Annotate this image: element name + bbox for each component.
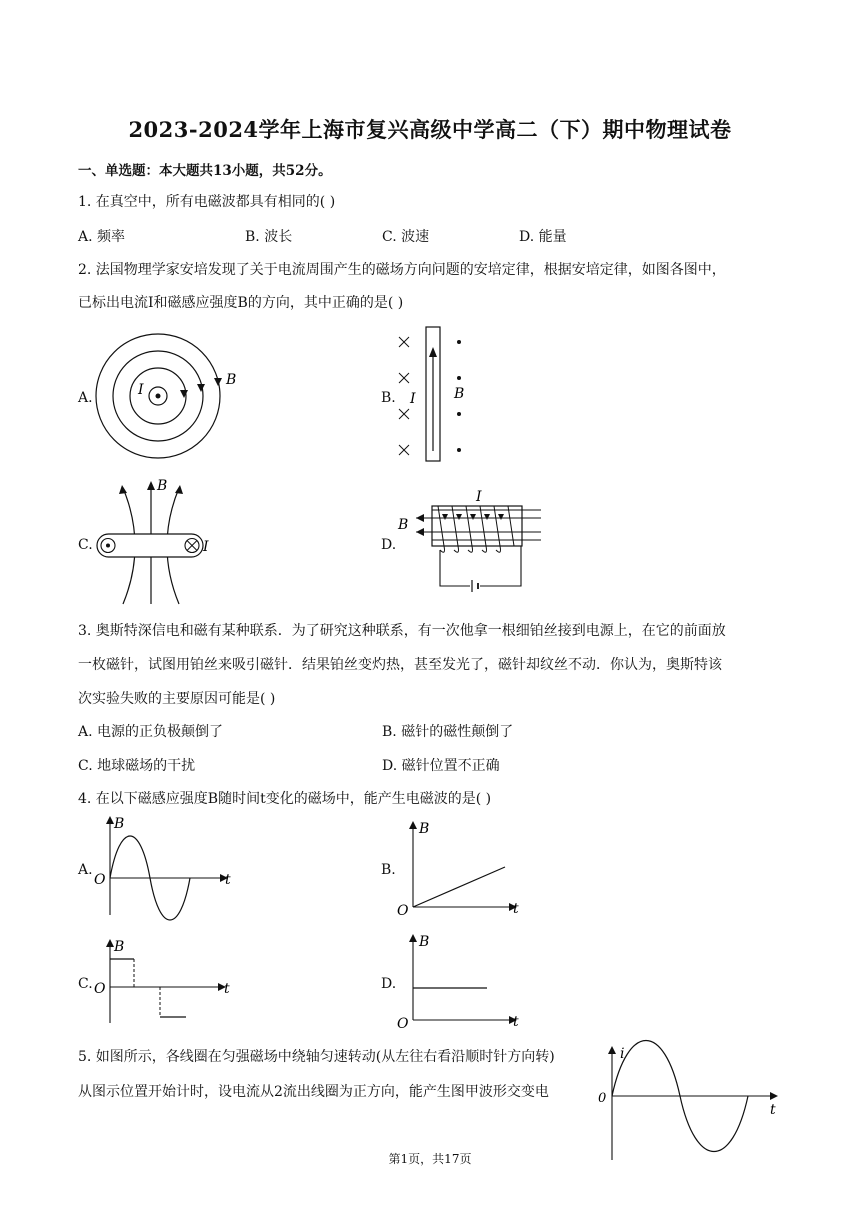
question-3-stem-line-1: 3. 奥斯特深信电和磁有某种联系．为了研究这种联系，有一次他拿一根细铂丝接到电源上，在它的前面放 [78,623,726,639]
q5-axis-x: t [770,1102,776,1118]
q4c-axis-y: B [114,939,125,955]
q4d-origin: O [397,1016,409,1032]
q1-option-d: D. 能量 [519,229,567,245]
q4b-axis-y: B [419,821,430,837]
q1-option-c: C. 波速 [382,229,430,245]
q4a-axis-y: B [114,816,125,832]
question-5-stem-line-1: 5. 如图所示，各线圈在匀强磁场中绕轴匀速转动(从左往右看沿顺时针方向转) [78,1049,555,1065]
q4a-origin: O [94,872,106,888]
q4-label-b: B. [381,862,396,878]
question-3-stem-line-2: 一枚磁针，试图用铂丝来吸引磁针．结果铂丝变灼热，甚至发光了，磁针却纹丝不动．你认为，奥斯特该 [78,657,722,673]
q4-graph-d-constant [395,930,530,1032]
q4-graph-b-linear [395,815,530,920]
q2-figure-b-straight-wire [392,325,482,465]
q4c-axis-x: t [224,981,230,997]
q5-axis-y: i [620,1046,625,1062]
q3-option-c: C. 地球磁场的干扰 [78,758,196,774]
q2a-field-label: B [226,372,237,388]
question-4-stem: 4. 在以下磁感应强度B随时间t变化的磁场中，能产生电磁波的是( ) [78,791,492,807]
q2c-field-label: B [157,478,168,494]
q2-figure-c-loop [93,476,223,606]
q4-label-d: D. [381,976,397,992]
q2-label-b: B. [381,390,396,406]
q2-label-a: A. [78,390,93,406]
q3-option-b: B. 磁针的磁性颠倒了 [382,724,514,740]
q4-graph-a-sine [92,812,242,922]
question-2-stem-line-2: 已标出电流I和磁感应强度B的方向，其中正确的是( ) [78,295,404,311]
q5-origin: 0 [598,1091,607,1106]
question-1-stem: 1. 在真空中，所有电磁波都具有相同的( ) [78,194,336,210]
question-5-stem-line-2: 从图示位置开始计时，设电流从2流出线圈为正方向，能产生图甲波形交变电 [78,1084,549,1100]
q4d-axis-x: t [513,1014,519,1030]
q2-label-c: C. [78,537,93,553]
question-3-stem-line-3: 次实验失败的主要原因可能是( ) [78,691,276,707]
q4c-origin: O [94,981,106,997]
q2d-current-label: I [476,489,482,505]
section-heading: 一、单选题：本大题共13小题，共52分。 [78,163,332,179]
q4a-axis-x: t [225,872,231,888]
q2a-current-label: I [138,382,144,398]
q1-option-a: A. 频率 [78,229,126,245]
q2d-field-label: B [398,517,409,533]
page-footer: 第1页，共17页 [388,1152,472,1166]
q4b-origin: O [397,903,409,919]
q4-label-a: A. [78,862,93,878]
q4-label-c: C. [78,976,93,992]
q4-graph-c-square [92,935,242,1027]
q2c-current-label: I [203,539,209,555]
q2-figure-a-concentric-field [92,330,262,470]
q2b-field-label: B [454,386,465,402]
q1-option-b: B. 波长 [245,229,293,245]
page-title: 2023-2024学年上海市复兴高级中学高二（下）期中物理试卷 [128,117,732,142]
q2b-current-label: I [410,391,416,407]
q2-label-d: D. [381,537,397,553]
q4d-axis-y: B [419,934,430,950]
q2-figure-d-solenoid [396,484,546,592]
q5-current-waveform [594,1040,786,1165]
q3-option-a: A. 电源的正负极颠倒了 [78,724,224,740]
q3-option-d: D. 磁针位置不正确 [382,758,500,774]
q4b-axis-x: t [513,901,519,917]
question-2-stem-line-1: 2. 法国物理学家安培发现了关于电流周围产生的磁场方向问题的安培定律，根据安培定律，如图各图中， [78,262,726,278]
